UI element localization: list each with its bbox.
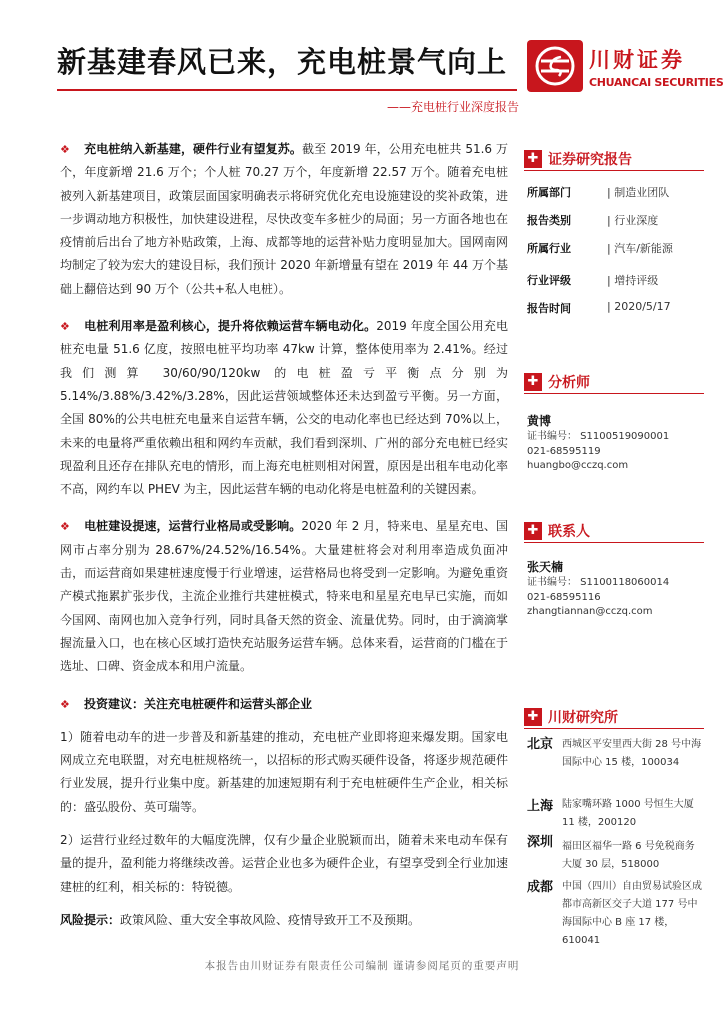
section-divider <box>524 393 704 394</box>
info-row-rating <box>527 272 707 292</box>
analyst-cert: 证书编号： S1100519090001 <box>527 431 670 442</box>
investment-point-2: 2）运营行业经过数年的大幅度洗牌，仅有少量企业脱颖而出，随着未来电动车保有量的提升，盈利能力将继续改善。运营企业也多为硬件企业，有望享受到全行业加速建桩的红利，相关标的：特锐德。 <box>60 833 508 894</box>
section-divider <box>524 542 704 543</box>
paragraph-text: 2020 年 2 月，特来电、星星充电、国网市占率分别为 28.67%/24.52%/16.54%。大量建桩将会对利用率造成负面冲击，而运营商如果建桩速度慢于行业增速，运营格局也将受到一定影响。为避免重资产模式拖累扩张步伐，主流企业推行共建桩模式，特来电和星星充电早已实施，而如今国网、南网也加入竞争行列，同时具备天然的资金、流量优势。同时，由于滴滴掌握流量入口，也在核心区域打造快充站服务运营车辆。总体来看，运营商的门槛在于选址、口碑、资金成本和用户流量。 <box>60 519 508 674</box>
paragraph-heading: 电桩建设提速，运营行业格局或受影响。 <box>84 519 302 534</box>
info-row-department <box>527 184 707 204</box>
section-contact <box>524 522 704 540</box>
logo-en-text: CHUANCAI SECURITIES <box>589 76 724 89</box>
risk-label: 风险提示： <box>60 912 121 927</box>
info-row-industry <box>527 240 707 260</box>
analyst-email[interactable]: huangbo@cczq.com <box>527 460 629 471</box>
paragraph-utilization <box>60 315 508 501</box>
office-address-beijing: 西城区平安里西大街 28 号中海国际中心 15 楼，100034 <box>562 739 702 768</box>
info-value: | 2020/5/17 <box>607 300 671 313</box>
info-key: 所属行业 <box>527 242 571 255</box>
office-address-chengdu: 中国（四川）自由贸易试验区成都市高新区交子大道 177 号中海国际中心 B 座 17 楼，610041 <box>562 881 702 946</box>
risk-warning <box>60 909 508 932</box>
info-value: | 制造业团队 <box>607 186 670 199</box>
contact-cert: 证书编号： S1100118060014 <box>527 577 670 588</box>
section-analyst <box>524 373 704 391</box>
analyst-phone: 021-68595119 <box>527 445 601 457</box>
section-report-info <box>524 150 704 168</box>
main-content <box>60 138 508 938</box>
info-row-category <box>527 212 707 232</box>
analyst-name: 黄博 <box>527 414 552 428</box>
office-city-chengdu: 成都 <box>527 880 554 895</box>
info-value: | 行业深度 <box>607 214 659 227</box>
paragraph-charging-pile <box>60 138 508 301</box>
office-address-shenzhen: 福田区福华一路 6 号免税商务大厦 30 层，518000 <box>562 841 695 870</box>
section-title: 证券研究报告 <box>548 152 632 168</box>
paragraph-text: 截至 2019 年，公用充电桩共 51.6 万个，年度新增 21.6 万个；个人桩 70.27 万个，年度新增 22.57 万个。随着充电桩被列入新基建项目，政策层面国家明确表示将研究优化充电设施建设的奖补政策，进一步调动地方积极性，加快建设进程，尽快改变车多桩少的局面；另一方面各地也在疫情前后出台了地方补贴政策，上海、成都等地的运营补贴力度明显加大。国网南网均制定了较为宏大的建设目标，我们预计 2020 年新增量有望在 2019 年 44 万个基础上翻倍达到 90 万个（公共+私人电桩）。 <box>60 142 508 296</box>
contact-name: 张天楠 <box>527 560 564 574</box>
bullet-icon: ❖ <box>60 320 70 334</box>
paragraph-heading: 电桩利用率是盈利核心，提升将依赖运营车辆电动化。 <box>84 319 377 334</box>
info-row-date <box>527 300 707 320</box>
section-title: 川财研究所 <box>548 710 618 726</box>
paragraph-text: 2019 年度全国公用充电桩充电量 51.6 亿度，按照电桩平均功率 47kw 计算，整体使用率为 2.41%。经过我们测算 30/60/90/120kw 的电桩盈亏平衡点分别为 5.14%/3.88%/3.42%/3.28%，因此运营领域整体还未达到盈亏平衡。另一方面，全国 80%的公共电桩充电量来自运营车辆，公交的电动化率也已经达到 70%以上，未来的电量将严重依赖出租和网约车贡献，我们看到深圳、广州的部分充电桩已经实现盈利且还存在排队充电的情形，而上海充电桩则相对闲置，原因是出租车电动化率不高，网约车以 PHEV 为主，因此运营车辆的电动化将是电桩盈利的关键因素。 <box>60 319 508 497</box>
contact-phone: 021-68595116 <box>527 591 601 603</box>
section-marker-icon: ✚ <box>524 373 542 391</box>
paragraph-heading: 投资建议：关注充电桩硬件和运营头部企业 <box>84 696 313 711</box>
bullet-icon: ❖ <box>60 143 70 156</box>
bullet-icon: ❖ <box>60 697 70 711</box>
chuancai-logo-icon <box>527 40 583 92</box>
section-marker-icon: ✚ <box>524 150 542 168</box>
section-marker-icon: ✚ <box>524 522 542 540</box>
info-key: 所属部门 <box>527 186 571 199</box>
section-institute <box>524 708 704 726</box>
contact-card <box>527 558 669 620</box>
office-city-beijing: 北京 <box>527 737 554 752</box>
section-divider <box>524 728 704 729</box>
header-divider <box>57 89 517 91</box>
logo-cn-text: 川财证券 <box>589 48 685 72</box>
company-logo <box>527 38 724 96</box>
page-title: 新基建春风已来，充电桩景气向上 <box>57 45 508 79</box>
info-key: 行业评级 <box>527 274 571 287</box>
office-city-shenzhen: 深圳 <box>527 835 554 850</box>
page-footer: 本报告由川财证券有限责任公司编制 谨请参阅尾页的重要声明 <box>204 960 520 972</box>
info-key: 报告类别 <box>527 214 571 227</box>
office-city-shanghai: 上海 <box>527 799 554 814</box>
paragraph-construction <box>60 515 508 678</box>
info-value: | 汽车/新能源 <box>607 242 673 255</box>
investment-point-1: 1）随着电动车的进一步普及和新基建的推动，充电桩产业即将迎来爆发期。国家电网成立充电联盟，对充电桩规格统一，以招标的形式购买硬件设备，将逐步规范硬件行业发展，提升行业集中度。新基建的加速短期有利于充电桩硬件生产企业，相关标的：盛弘股份、英可瑞等。 <box>60 729 508 814</box>
paragraph-heading: 充电桩纳入新基建，硬件行业有望复苏。 <box>84 142 302 156</box>
office-address-shanghai: 陆家嘴环路 1000 号恒生大厦 11 楼，200120 <box>562 799 694 828</box>
section-title: 联系人 <box>548 524 590 540</box>
section-title: 分析师 <box>548 375 590 391</box>
paragraph-investment-heading <box>60 693 508 716</box>
bullet-icon: ❖ <box>60 520 70 534</box>
contact-email[interactable]: zhangtiannan@cczq.com <box>527 606 653 617</box>
risk-text: 政策风险、重大安全事故风险、疫情导致开工不及预期。 <box>120 912 421 927</box>
section-marker-icon: ✚ <box>524 708 542 726</box>
info-value: | 增持评级 <box>607 274 659 287</box>
info-key: 报告时间 <box>527 302 571 315</box>
analyst-card <box>527 412 669 474</box>
report-subtitle: ——充电桩行业深度报告 <box>386 100 519 114</box>
section-divider <box>524 170 704 171</box>
